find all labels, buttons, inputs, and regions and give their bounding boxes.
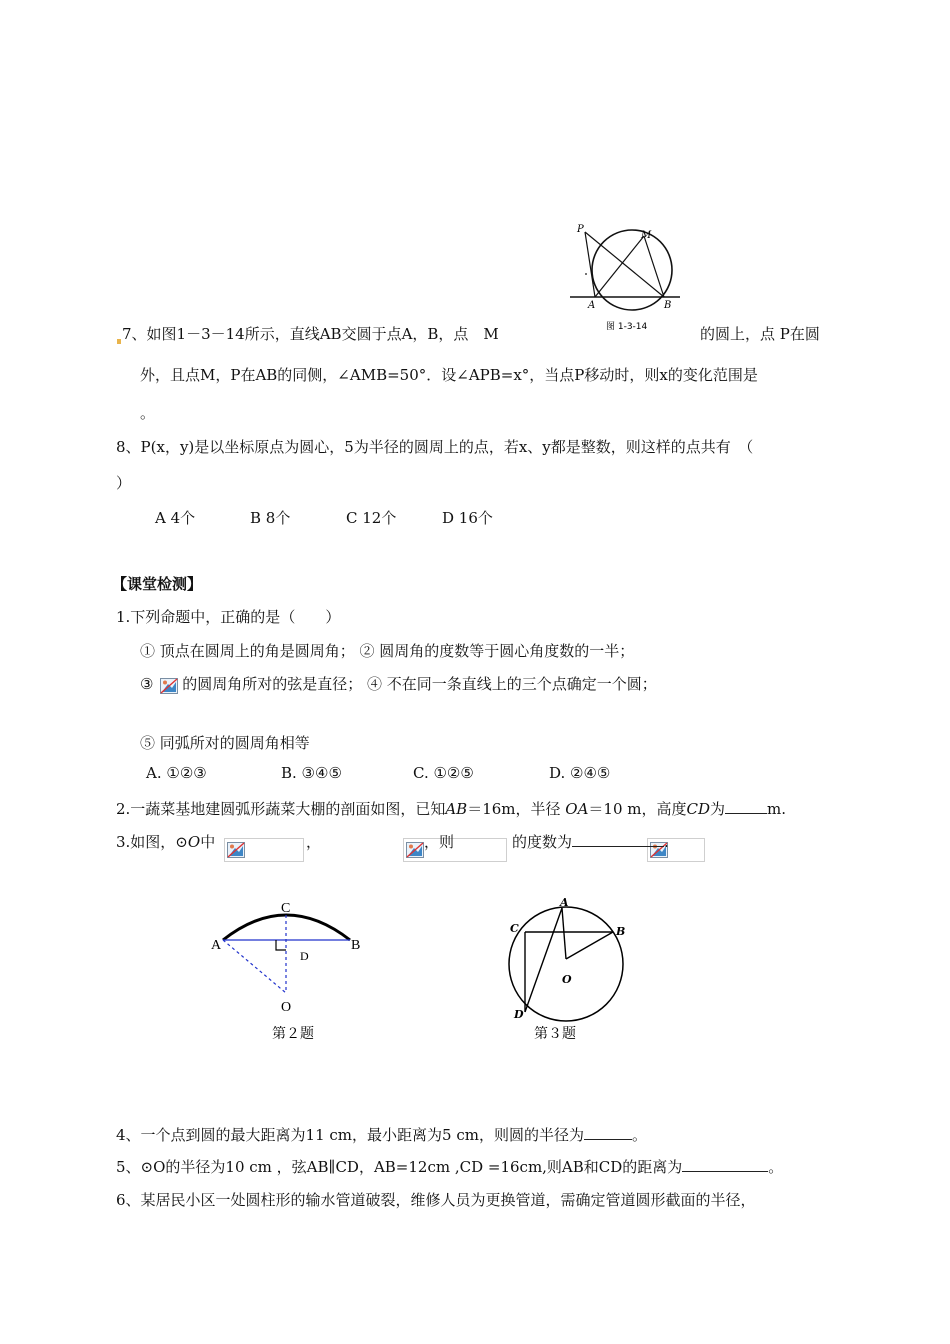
- figure-q3-drawing: [500, 895, 640, 1050]
- c5-line: [116, 1156, 783, 1177]
- figure-q3: [500, 895, 640, 1050]
- image-placeholder-icon: [160, 678, 178, 694]
- c2-ab: AB: [445, 800, 468, 818]
- figure-q2: [205, 895, 380, 1050]
- figure-1-3-14-drawing: [568, 222, 688, 334]
- c4-text: 4、一个点到圆的最大距离为11 cm，最小距离为5 cm，则圆的半径为: [116, 1126, 584, 1144]
- fig3-label-a: A: [560, 896, 569, 909]
- c3-text-b: 中: [200, 833, 216, 851]
- c5-text: 5、⊙O的半径为10 cm ，弦AB∥CD，AB=12cm ,CD =16cm,则AB和CD的距离为: [116, 1158, 683, 1176]
- fig1-label-p: P: [577, 224, 584, 235]
- q8-option-d: D 16个: [442, 509, 493, 527]
- q7-number: 7: [122, 325, 132, 343]
- q7-line1-tail: 的圆上，点 P在圆: [700, 325, 820, 343]
- c1-statements-3-4: [140, 673, 657, 697]
- fig2-caption: 第２题: [272, 1025, 314, 1041]
- fig2-label-c: C: [281, 901, 291, 916]
- image-placeholder-icon: [227, 842, 245, 858]
- c1-statement-5: ⑤ 同弧所对的圆周角相等: [140, 734, 310, 752]
- c3-line: [116, 831, 215, 852]
- fig3-label-b: B: [616, 925, 626, 938]
- fig3-label-o: O: [562, 973, 572, 986]
- c3-text-c: ，则: [424, 833, 455, 851]
- c3-comma: ，: [306, 833, 322, 851]
- fig3-label-d: D: [514, 1008, 524, 1021]
- c3-image-box-1: [224, 838, 304, 862]
- c3-text-a: 3.如图，⊙: [116, 833, 188, 851]
- c2-text-a: 2.一蔬菜基地建圆弧形蔬菜大棚的剖面如图，已知: [116, 800, 446, 818]
- figure-1-3-14: [568, 222, 688, 334]
- c2-text-d: 为: [710, 800, 726, 818]
- c1-broken-image-icon: [158, 675, 182, 697]
- fig2-label-d: D: [300, 949, 309, 963]
- q8-line1: 8、P(x，y)是以坐标原点为圆心，5为半径的圆周上的点，若x、y都是整数，则这样的点共有 （: [116, 438, 754, 456]
- c1-option-c: C. ①②⑤: [413, 764, 474, 782]
- c5-answer-blank[interactable]: [682, 1157, 768, 1172]
- fig1-label-m: M: [641, 230, 652, 241]
- c5-end: 。: [768, 1158, 784, 1176]
- c2-unit: m.: [767, 800, 787, 818]
- fig1-caption: 图 1-3-14: [606, 322, 648, 332]
- c3-o: O: [187, 833, 201, 851]
- image-placeholder-icon: [406, 842, 424, 858]
- fig1-label-a: A: [588, 300, 596, 311]
- fig2-label-o: O: [281, 1000, 292, 1015]
- c2-answer-blank[interactable]: [725, 799, 767, 814]
- c2-line: [116, 798, 786, 819]
- fig3-label-c: C: [510, 922, 519, 935]
- fig1-label-b: B: [664, 300, 672, 311]
- q7-line3: 。: [140, 404, 156, 422]
- c1-statements-1-2: ① 顶点在圆周上的角是圆周角； ② 圆周角的度数等于圆心角度数的一半；: [140, 642, 635, 660]
- c3-text-d: 的度数为: [512, 833, 573, 851]
- section-title: 【课堂检测】: [112, 575, 203, 593]
- q7-text-part1: 、如图1－3－14所示，直线AB交圆于点A，B，点 M: [131, 325, 499, 343]
- c4-end: 。: [631, 1126, 647, 1144]
- c1-s3-s4-text: 的圆周角所对的弦是直径； ④ 不在同一条直线上的三个点确定一个圆；: [182, 675, 657, 693]
- c1-option-d: D. ②④⑤: [549, 764, 611, 782]
- c4-answer-blank[interactable]: [584, 1125, 632, 1140]
- fig3-caption: 第３题: [534, 1025, 576, 1041]
- c2-text-c: ＝10 m，高度: [588, 800, 687, 818]
- q7-line2: 外，且点M，P在AB的同侧，∠AMB=50°．设∠APB=x°，当点P移动时，则x的变化范围是: [140, 366, 758, 384]
- q7-line1: [116, 323, 499, 344]
- c1-stem: 1.下列命题中，正确的是（ ）: [116, 608, 341, 626]
- c6-line: 6、某居民小区一处圆柱形的输水管道破裂，维修人员为更换管道，需确定管道圆形截面的半径，: [116, 1191, 756, 1209]
- q8-line2: ）: [116, 474, 132, 492]
- fig2-label-a: A: [211, 938, 222, 953]
- edit-mark-icon: [117, 339, 121, 344]
- c2-text-b: ＝16m，半径: [467, 800, 561, 818]
- c3-answer-blank[interactable]: [572, 832, 664, 847]
- c3-image-box-2: [403, 838, 507, 862]
- c1-option-b: B. ③④⑤: [281, 764, 342, 782]
- c2-cd: CD: [686, 800, 711, 818]
- c3-end: .: [664, 833, 669, 851]
- c3-tail: [512, 831, 669, 852]
- q8-option-a: A 4个: [155, 509, 196, 527]
- c1-option-a: A. ①②③: [146, 764, 207, 782]
- c4-line: [116, 1124, 647, 1145]
- q8-option-b: B 8个: [250, 509, 291, 527]
- c1-s3-number: ③: [140, 675, 154, 693]
- figure-q2-drawing: [205, 895, 380, 1050]
- fig2-label-b: B: [351, 938, 361, 953]
- q8-option-c: C 12个: [346, 509, 397, 527]
- c2-oa: OA: [565, 800, 589, 818]
